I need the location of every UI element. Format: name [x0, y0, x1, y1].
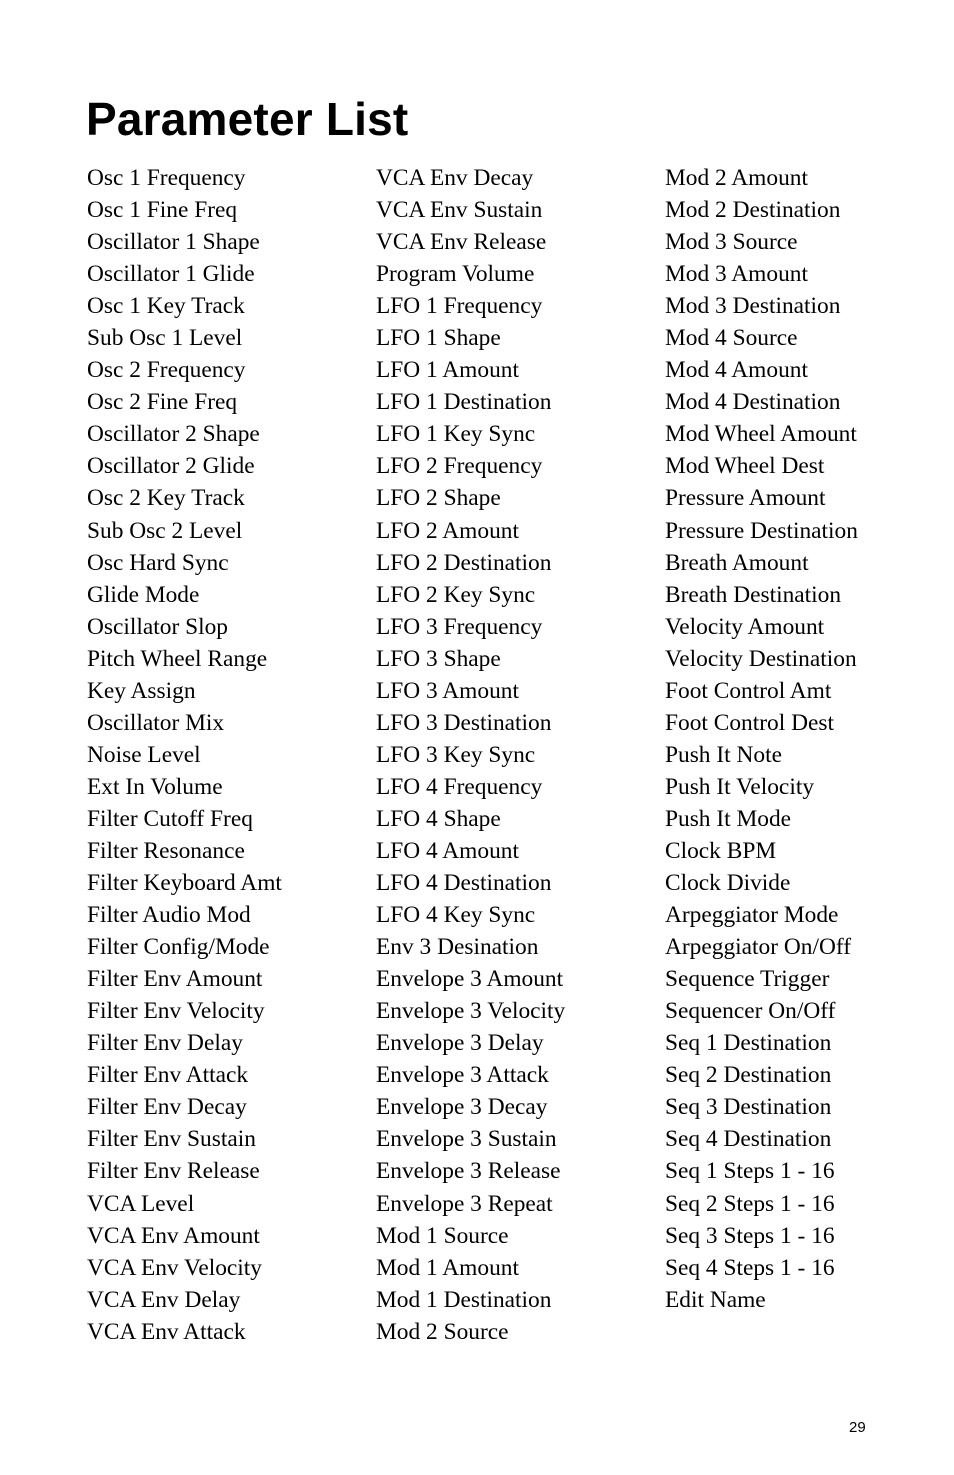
parameter-item: Oscillator 1 Glide — [87, 261, 255, 288]
parameter-item: Oscillator 1 Shape — [87, 229, 260, 256]
parameter-item: Noise Level — [87, 741, 201, 768]
parameter-item: Breath Destination — [665, 581, 842, 608]
parameter-item: Clock Divide — [665, 870, 791, 897]
parameter-item: Filter Env Decay — [87, 1094, 247, 1121]
parameter-item: LFO 4 Destination — [376, 870, 552, 897]
parameter-item: Mod 3 Source — [665, 229, 798, 256]
parameter-item: Seq 4 Steps 1 - 16 — [665, 1254, 835, 1281]
parameter-item: LFO 2 Destination — [376, 549, 552, 576]
parameter-item: Push It Note — [665, 741, 782, 768]
parameter-item: LFO 4 Shape — [376, 805, 501, 832]
parameter-item: Foot Control Amt — [665, 677, 832, 704]
parameter-item: Mod 2 Source — [376, 1318, 509, 1345]
parameter-item: Osc 2 Frequency — [87, 357, 246, 384]
parameter-item: VCA Env Amount — [87, 1222, 260, 1249]
parameter-item: Seq 3 Destination — [665, 1094, 832, 1121]
parameter-item: Glide Mode — [87, 581, 200, 608]
parameter-item: Filter Env Sustain — [87, 1126, 256, 1153]
parameter-item: Seq 2 Destination — [665, 1062, 832, 1089]
parameter-item: Filter Resonance — [87, 837, 245, 864]
parameter-item: LFO 3 Amount — [376, 677, 519, 704]
parameter-item: VCA Env Release — [376, 229, 547, 256]
parameter-item: Ext In Volume — [87, 773, 223, 800]
parameter-item: Mod 3 Amount — [665, 261, 808, 288]
parameter-item: Filter Audio Mod — [87, 902, 251, 929]
parameter-item: Seq 2 Steps 1 - 16 — [665, 1190, 835, 1217]
parameter-item: Osc 1 Key Track — [87, 293, 245, 320]
parameter-item: LFO 3 Key Sync — [376, 741, 536, 768]
parameter-item: VCA Env Sustain — [376, 197, 543, 224]
parameter-item: LFO 3 Shape — [376, 645, 501, 672]
parameter-item: Osc 2 Key Track — [87, 485, 245, 512]
parameter-item: Sub Osc 1 Level — [87, 325, 243, 352]
parameter-item: LFO 2 Key Sync — [376, 581, 536, 608]
parameter-item: Filter Env Attack — [87, 1062, 249, 1089]
parameter-item: Seq 1 Destination — [665, 1030, 832, 1057]
parameter-item: LFO 4 Amount — [376, 837, 519, 864]
parameter-item: Mod 1 Source — [376, 1222, 509, 1249]
parameter-column-3 — [665, 162, 858, 1316]
parameter-item: Foot Control Dest — [665, 709, 834, 736]
parameter-item: Velocity Destination — [665, 645, 857, 672]
parameter-item: Pressure Destination — [665, 517, 858, 544]
parameter-item: Oscillator 2 Shape — [87, 421, 260, 448]
parameter-item: Push It Mode — [665, 805, 792, 832]
parameter-item: Mod 3 Destination — [665, 293, 841, 320]
parameter-item: LFO 4 Key Sync — [376, 902, 536, 929]
parameter-item: Mod 2 Amount — [665, 165, 808, 191]
parameter-item: Filter Env Release — [87, 1158, 260, 1185]
parameter-item: Arpeggiator On/Off — [665, 934, 851, 961]
page-title: Parameter List — [86, 93, 409, 145]
parameter-item: Osc 1 Fine Freq — [87, 197, 238, 224]
parameter-item: Pitch Wheel Range — [87, 645, 268, 672]
parameter-column-2 — [376, 162, 565, 1348]
parameter-item: Envelope 3 Repeat — [376, 1190, 553, 1217]
parameter-item: VCA Env Delay — [87, 1286, 241, 1313]
parameter-item: LFO 4 Frequency — [376, 773, 543, 800]
parameter-item: Envelope 3 Velocity — [376, 998, 566, 1025]
parameter-item: Mod 2 Destination — [665, 197, 841, 224]
parameter-item: VCA Env Decay — [376, 165, 534, 191]
parameter-item: Mod Wheel Amount — [665, 421, 857, 448]
parameter-item: LFO 2 Frequency — [376, 453, 543, 480]
parameter-item: Filter Keyboard Amt — [87, 870, 282, 897]
parameter-item: Filter Cutoff Freq — [87, 805, 253, 832]
parameter-item: Sequencer On/Off — [665, 998, 836, 1025]
parameter-item: Oscillator Slop — [87, 613, 228, 640]
parameter-item: Mod Wheel Dest — [665, 453, 825, 480]
parameter-item: LFO 1 Amount — [376, 357, 519, 384]
parameter-item: Seq 4 Destination — [665, 1126, 832, 1153]
parameter-item: Filter Config/Mode — [87, 934, 270, 961]
parameter-item: Envelope 3 Delay — [376, 1030, 544, 1057]
parameter-column-1 — [87, 162, 282, 1348]
parameter-item: Mod 4 Source — [665, 325, 798, 352]
parameter-item: Mod 1 Destination — [376, 1286, 552, 1313]
parameter-item: Filter Env Velocity — [87, 998, 265, 1025]
parameter-item: Program Volume — [376, 261, 535, 288]
parameter-item: Envelope 3 Release — [376, 1158, 561, 1185]
parameter-item: Filter Env Delay — [87, 1030, 243, 1057]
parameter-item: LFO 2 Amount — [376, 517, 519, 544]
parameter-item: Filter Env Amount — [87, 966, 263, 993]
parameter-item: Breath Amount — [665, 549, 809, 576]
parameter-item: Pressure Amount — [665, 485, 826, 512]
parameter-item: Edit Name — [665, 1286, 766, 1313]
parameter-item: LFO 1 Frequency — [376, 293, 543, 320]
parameter-item: LFO 3 Destination — [376, 709, 552, 736]
parameter-item: Key Assign — [87, 677, 196, 704]
parameter-item: Oscillator Mix — [87, 709, 225, 736]
parameter-item: Push It Velocity — [665, 773, 815, 800]
parameter-item: Clock BPM — [665, 837, 777, 864]
parameter-item: Osc 1 Frequency — [87, 165, 246, 191]
parameter-item: Mod 1 Amount — [376, 1254, 519, 1281]
parameter-item: Envelope 3 Amount — [376, 966, 564, 993]
parameter-item: LFO 3 Frequency — [376, 613, 543, 640]
parameter-item: Seq 1 Steps 1 - 16 — [665, 1158, 835, 1185]
parameter-item: Envelope 3 Sustain — [376, 1126, 557, 1153]
parameter-item: Osc 2 Fine Freq — [87, 389, 238, 416]
page-number: 29 — [849, 1419, 866, 1436]
parameter-item: Env 3 Desination — [376, 934, 539, 961]
parameter-item: Mod 4 Destination — [665, 389, 841, 416]
parameter-item: Mod 4 Amount — [665, 357, 808, 384]
parameter-item: LFO 1 Destination — [376, 389, 552, 416]
parameter-item: Velocity Amount — [665, 613, 825, 640]
parameter-item: Envelope 3 Attack — [376, 1062, 549, 1089]
parameter-item: LFO 1 Shape — [376, 325, 501, 352]
parameter-item: VCA Env Velocity — [87, 1254, 262, 1281]
parameter-item: Seq 3 Steps 1 - 16 — [665, 1222, 835, 1249]
parameter-item: VCA Env Attack — [87, 1318, 246, 1345]
parameter-item: Oscillator 2 Glide — [87, 453, 255, 480]
parameter-item: Envelope 3 Decay — [376, 1094, 548, 1121]
parameter-item: LFO 2 Shape — [376, 485, 501, 512]
parameter-item: Sub Osc 2 Level — [87, 517, 243, 544]
parameter-item: VCA Level — [87, 1190, 195, 1217]
parameter-item: Arpeggiator Mode — [665, 902, 839, 929]
parameter-item: LFO 1 Key Sync — [376, 421, 536, 448]
parameter-item: Sequence Trigger — [665, 966, 830, 993]
parameter-item: Osc Hard Sync — [87, 549, 229, 576]
